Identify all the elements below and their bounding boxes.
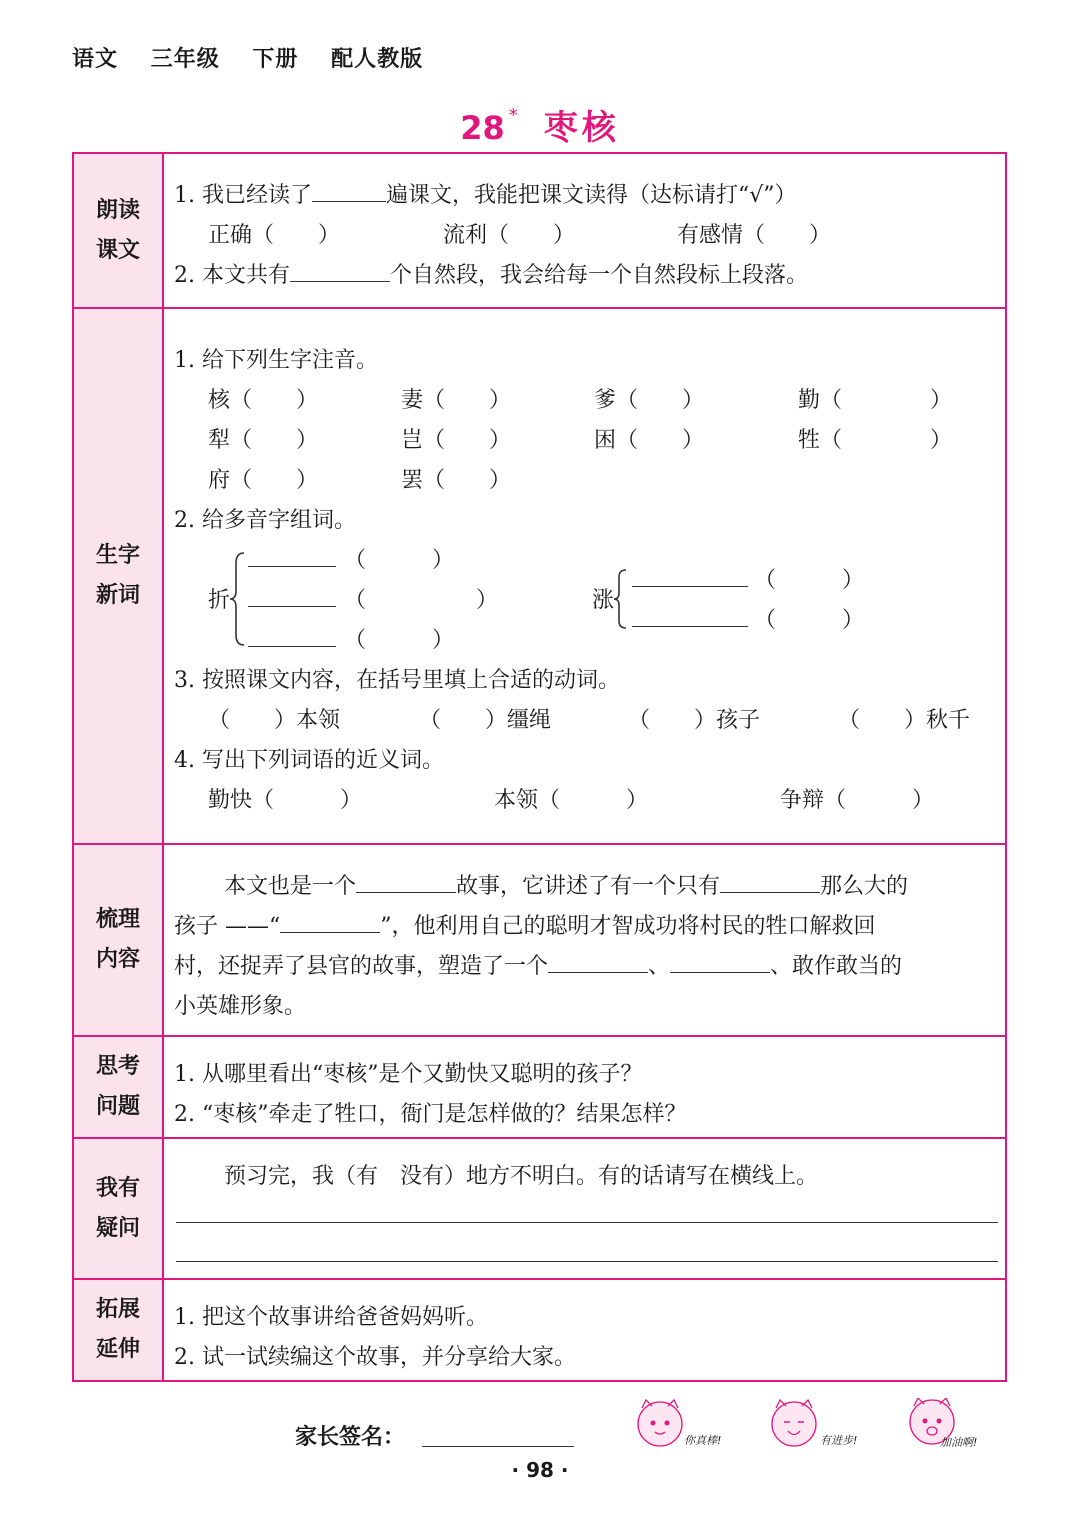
label-line: 生字 (95, 543, 140, 568)
polyphone-char: 涨 (592, 588, 615, 613)
question-1: 1. 从哪里看出“枣核”是个又勤快又聪明的孩子？ (174, 1062, 643, 1087)
label-line: 拓展 (95, 1297, 140, 1322)
answer-blank[interactable] (290, 259, 390, 282)
section-label (74, 1280, 164, 1380)
pinyin-item[interactable]: 罢（ ） (401, 468, 512, 493)
edition: 配人教版 (331, 47, 424, 72)
sticker-cheer (896, 1398, 1006, 1456)
book-header (72, 42, 447, 73)
text: 故事，它讲述了有一个只有 (456, 874, 721, 899)
answer-blank[interactable] (548, 950, 648, 973)
q-text: 1. 我已经读了 (174, 183, 312, 208)
section-content (164, 154, 1005, 307)
doubt-prompt: 预习完，我（有 没有）地方不明白。有的话请写在横线上。 (224, 1164, 819, 1189)
pinyin-item[interactable]: 府（ ） (208, 468, 319, 493)
text: ”，他利用自己的聪明才智成功将村民的牲口解救回 (380, 914, 876, 939)
synonym-item[interactable]: 争辩（ ） (780, 788, 935, 813)
worksheet-table (72, 152, 1007, 1382)
pinyin-item[interactable]: 妻（ ） (401, 388, 512, 413)
volume: 下册 (252, 47, 299, 72)
label-line: 延伸 (95, 1337, 140, 1362)
lesson-number: 28 (460, 109, 505, 147)
label-line: 课文 (95, 237, 140, 263)
label-line: 疑问 (95, 1215, 140, 1241)
parent-signature-label: 家长签名： (295, 1425, 406, 1450)
section-questions (74, 1037, 1005, 1139)
writing-line[interactable] (176, 1261, 998, 1262)
question-4: 4. 写出下列词语的近义词。 (174, 748, 444, 773)
section-doubts (74, 1139, 1005, 1280)
grade: 三年级 (150, 47, 220, 72)
text: 村，还捉弄了县官的故事，塑造了一个 (174, 954, 549, 979)
answer-blank[interactable] (720, 870, 820, 893)
answer-blank[interactable] (632, 626, 748, 627)
option-fluent[interactable]: 流利（ ） (443, 223, 576, 248)
label-line: 内容 (95, 947, 140, 972)
signature-line[interactable] (422, 1446, 574, 1447)
synonym-item[interactable]: 勤快（ ） (208, 788, 363, 813)
section-label (74, 845, 164, 1035)
lesson-mark: * (508, 105, 518, 127)
synonym-item[interactable]: 本领（ ） (494, 788, 649, 813)
writing-line[interactable] (176, 1222, 998, 1223)
label-line: 梳理 (95, 907, 140, 932)
summary-line-2 (174, 909, 876, 940)
verb-item[interactable]: （ ）本领 (208, 708, 341, 733)
label-line: 新词 (95, 583, 140, 608)
pinyin-item[interactable]: 牲（ ） (798, 428, 953, 453)
text: 、 (648, 954, 671, 979)
page-number: · 98 · (511, 1458, 569, 1482)
subject: 语文 (72, 47, 119, 72)
answer-blank[interactable] (248, 566, 336, 567)
sticker-text: 你真棒! (684, 1434, 722, 1447)
sticker-great (622, 1398, 732, 1456)
lesson-name: 枣核 (543, 108, 620, 148)
answer-blank[interactable] (248, 646, 336, 647)
task-2: 2. 试一试续编这个故事，并分享给大家。 (174, 1345, 576, 1370)
section-label (74, 154, 164, 307)
summary-line-1 (224, 869, 908, 900)
section-content (164, 845, 1005, 1035)
pinyin-item[interactable]: 核（ ） (208, 388, 319, 413)
polyphone-char: 折 (208, 588, 231, 613)
text: 本文也是一个 (224, 874, 357, 899)
text: 那么大的 (820, 874, 909, 899)
q-text: 2. 本文共有 (174, 263, 290, 288)
section-content (164, 1037, 1005, 1137)
sticker-text: 有进步! (820, 1434, 858, 1447)
section-content (164, 1280, 1005, 1380)
verb-item[interactable]: （ ）缰绳 (419, 708, 552, 733)
question-1 (174, 178, 797, 209)
option-emotion[interactable]: 有感情（ ） (677, 223, 832, 248)
pinyin-item[interactable]: 困（ ） (594, 428, 705, 453)
text: 、敢作敢当的 (770, 954, 903, 979)
pinyin-item[interactable]: 勤（ ） (798, 388, 953, 413)
answer-blank[interactable] (632, 586, 748, 587)
q-text: 个自然段，我会给每一个自然段标上段落。 (389, 263, 808, 288)
pinyin-item[interactable]: 犁（ ） (208, 428, 319, 453)
option-correct[interactable]: 正确（ ） (208, 223, 341, 248)
section-extension (74, 1280, 1005, 1380)
verb-item[interactable]: （ ）秋千 (838, 708, 971, 733)
label-line: 思考 (95, 1054, 140, 1079)
task-1: 1. 把这个故事讲给爸爸妈妈听。 (174, 1305, 488, 1330)
summary-line-4: 小英雄形象。 (174, 994, 307, 1019)
pinyin-bracket[interactable]: （ ） (344, 548, 455, 573)
section-label (74, 1037, 164, 1137)
left-brace-icon (612, 567, 630, 631)
left-brace-icon (228, 549, 248, 649)
section-label (74, 309, 164, 843)
summary-line-3 (174, 949, 902, 980)
section-vocabulary (74, 309, 1005, 845)
section-content (164, 309, 1005, 843)
label-line: 问题 (95, 1094, 140, 1119)
answer-blank[interactable] (312, 179, 386, 202)
pinyin-bracket[interactable]: （ ） (344, 588, 499, 613)
answer-blank[interactable] (280, 910, 380, 933)
label-line: 朗读 (95, 197, 140, 223)
question-2 (174, 258, 808, 289)
q-text: 遍课文，我能把课文读得（达标请打“√”） (385, 183, 797, 208)
label-line: 我有 (95, 1175, 140, 1201)
section-summary (74, 845, 1005, 1037)
section-content (164, 1139, 1005, 1278)
pinyin-item[interactable]: 爹（ ） (594, 388, 705, 413)
verb-item[interactable]: （ ）孩子 (628, 708, 761, 733)
lesson-title (0, 100, 1080, 149)
question-3: 3. 按照课文内容，在括号里填上合适的动词。 (174, 668, 620, 693)
sticker-text: 加油啊! (940, 1436, 978, 1449)
answer-blank[interactable] (356, 870, 456, 893)
pinyin-bracket[interactable]: （ ） (754, 568, 865, 593)
sticker-progress (758, 1398, 868, 1456)
section-label (74, 1139, 164, 1278)
question-2: 2. “枣核”牵走了牲口，衙门是怎样做的？结果怎样？ (174, 1102, 687, 1127)
question-2: 2. 给多音字组词。 (174, 508, 356, 533)
section-reading (74, 154, 1005, 309)
answer-blank[interactable] (248, 606, 336, 607)
pinyin-bracket[interactable]: （ ） (344, 628, 455, 653)
pinyin-item[interactable]: 岂（ ） (401, 428, 512, 453)
question-1: 1. 给下列生字注音。 (174, 348, 378, 373)
answer-blank[interactable] (670, 950, 770, 973)
pinyin-bracket[interactable]: （ ） (754, 608, 865, 633)
text: 孩子 ——“ (174, 914, 281, 939)
